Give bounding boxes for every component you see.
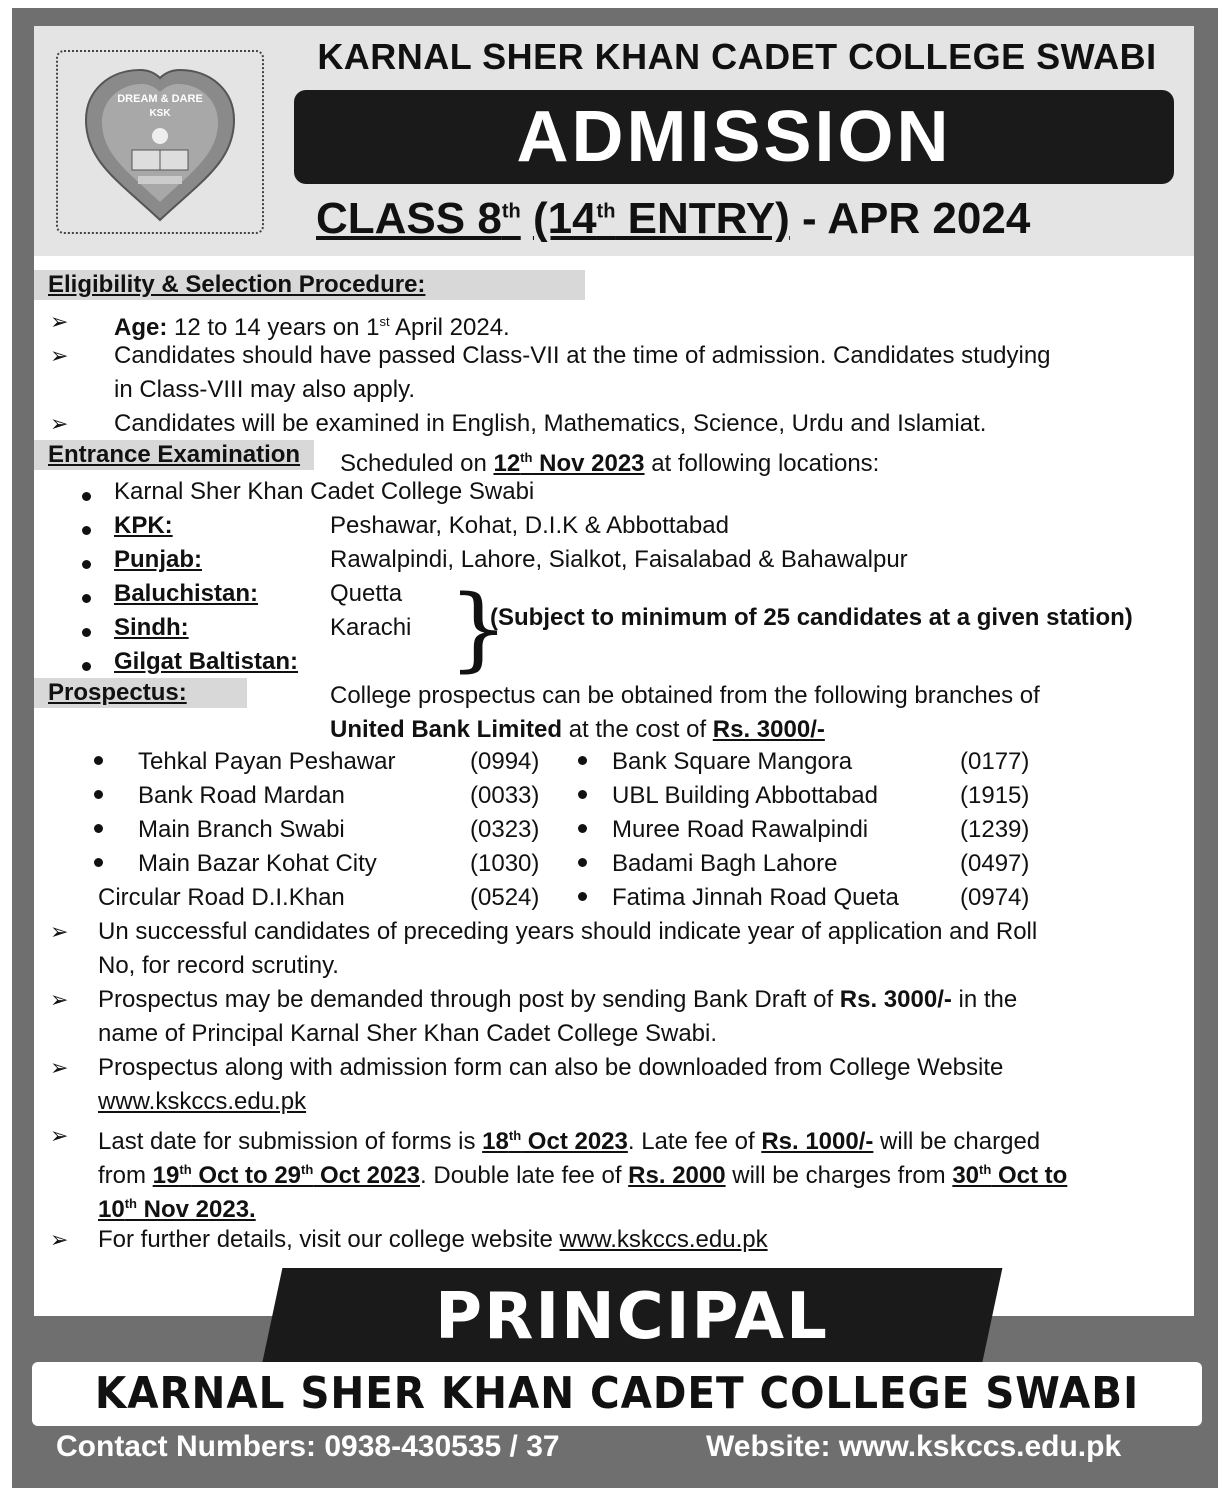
branch-name: Tehkal Payan Peshawar [138,748,396,775]
branch-code: (1239) [960,816,1030,843]
bullet-icon [578,858,587,867]
branch-code: (0524) [470,884,540,911]
cities-baluchistan: Quetta [330,580,403,607]
branch-code: (0323) [470,816,540,843]
arrow-icon: ➢ [50,309,69,334]
branch-code: (0033) [470,782,540,809]
prospectus-line1: College prospectus can be obtained from the following branches of [330,682,1040,709]
bullet-icon [82,560,91,569]
station-note: (Subject to minimum of 25 candidates at a given station) [490,604,1133,631]
bullet-icon [82,628,91,637]
arrow-icon: ➢ [50,1055,69,1080]
exam-heading: Entrance Examination [34,440,314,470]
contact-numbers: Contact Numbers: 0938-430535 / 37 [56,1430,560,1463]
note-download-line1: Prospectus along with admission form can also be downloaded from College Website [98,1054,1004,1081]
logo-motto: DREAM & DARE [117,93,203,105]
class-label: CLASS 8 [316,194,502,243]
note-post-line1: Prospectus may be demanded through post by sending Bank Draft of Rs. 3000/- in the [98,986,1018,1013]
branch-name: Main Branch Swabi [138,816,345,843]
branch-code: (0974) [960,884,1030,911]
class-requirement-line2: in Class-VIII may also apply. [114,376,415,403]
cities-punjab: Rawalpindi, Lahore, Sialkot, Faisalabad & Bahawalpur [330,546,908,573]
bullet-icon [578,756,587,765]
bullet-icon [82,594,91,603]
bullet-icon [94,824,103,833]
website-link[interactable]: www.kskccs.edu.pk [559,1226,768,1253]
arrow-icon: ➢ [50,919,69,944]
cities-sindh: Karachi [330,614,412,641]
branch-name: Bank Square Mangora [612,748,853,775]
branch-code: (0177) [960,748,1030,775]
prospectus-line2: United Bank Limited at the cost of Rs. 3000/- [330,716,825,743]
class-requirement-line1: Candidates should have passed Class-VII at the time of admission. Candidates studying [114,342,1051,369]
bullet-icon [578,790,587,799]
college-title: KARNAL SHER KHAN CADET COLLEGE SWABI [317,36,1157,77]
bullet-icon [94,790,103,799]
bullet-icon [578,824,587,833]
branch-code: (0497) [960,850,1030,877]
branch-code: (1030) [470,850,540,877]
session-label: - APR 2024 [789,194,1031,243]
location-college: Karnal Sher Khan Cadet College Swabi [114,478,535,505]
note-lastdate-line2: from 19th Oct to 29th Oct 2023. Double late fee of Rs. 2000 will be charges from 30th Oct to [98,1162,1068,1189]
branch-code: (1915) [960,782,1030,809]
arrow-icon: ➢ [50,411,69,436]
branch-name: UBL Building Abbottabad [612,782,878,809]
region-punjab: Punjab: [114,546,202,573]
arrow-icon: ➢ [50,987,69,1012]
note-further-details: For further details, visit our college website www.kskccs.edu.pk [98,1226,768,1253]
note-unsuccessful-line2: No, for record scrutiny. [98,952,339,979]
eligibility-heading: Eligibility & Selection Procedure: [34,270,585,300]
admission-banner: ADMISSION [294,90,1174,184]
bullet-icon [578,892,587,901]
exam-subjects: Candidates will be examined in English, Mathematics, Science, Urdu and Islamiat. [114,410,987,437]
age-item: Age: 12 to 14 years on 1st April 2024. [114,314,510,341]
arrow-icon: ➢ [50,343,69,368]
bullet-icon [94,858,103,867]
principal-label: PRINCIPAL [435,1280,829,1354]
footer-website[interactable]: Website: www.kskccs.edu.pk [706,1430,1122,1463]
arrow-icon: ➢ [50,1123,69,1148]
branch-name: Fatima Jinnah Road Queta [612,884,899,911]
branch-name: Bank Road Mardan [138,782,345,809]
bullet-icon [82,526,91,535]
bullet-icon [82,492,91,501]
exam-schedule: Scheduled on 12th Nov 2023 at following locations: [340,450,880,477]
region-baluchistan: Baluchistan: [114,580,259,607]
college-logo [56,50,264,234]
branch-name: Circular Road D.I.Khan [98,884,345,911]
prospectus-heading: Prospectus: [34,678,247,708]
class-entry-line: CLASS 8th (14th ENTRY) - APR 2024 [316,194,1031,243]
cities-kpk: Peshawar, Kohat, D.I.K & Abbottabad [330,512,729,539]
bullet-icon [94,756,103,765]
college-crest-icon [80,62,240,222]
branch-name: Muree Road Rawalpindi [612,816,869,843]
branch-name: Badami Bagh Lahore [612,850,838,877]
footer-college-name: KARNAL SHER KHAN CADET COLLEGE SWABI [94,1368,1140,1419]
bullet-icon [82,662,91,671]
branch-name: Main Bazar Kohat City [138,850,377,877]
logo-initials: KSK [149,108,171,119]
region-gilgit: Gilgat Baltistan: [114,648,299,675]
brace-icon: } [448,574,510,682]
note-unsuccessful-line1: Un successful candidates of preceding years should indicate year of application and Roll [98,918,1038,945]
note-lastdate-line3: 10th Nov 2023. [98,1196,256,1223]
note-lastdate-line1: Last date for submission of forms is 18th Oct 2023. Late fee of Rs. 1000/- will be charged [98,1128,1041,1155]
branch-code: (0994) [470,748,540,775]
note-post-line2: name of Principal Karnal Sher Khan Cadet College Swabi. [98,1020,718,1047]
region-sindh: Sindh: [114,614,189,641]
region-kpk: KPK: [114,512,173,539]
website-link[interactable]: www.kskccs.edu.pk [98,1088,307,1115]
arrow-icon: ➢ [50,1227,69,1252]
